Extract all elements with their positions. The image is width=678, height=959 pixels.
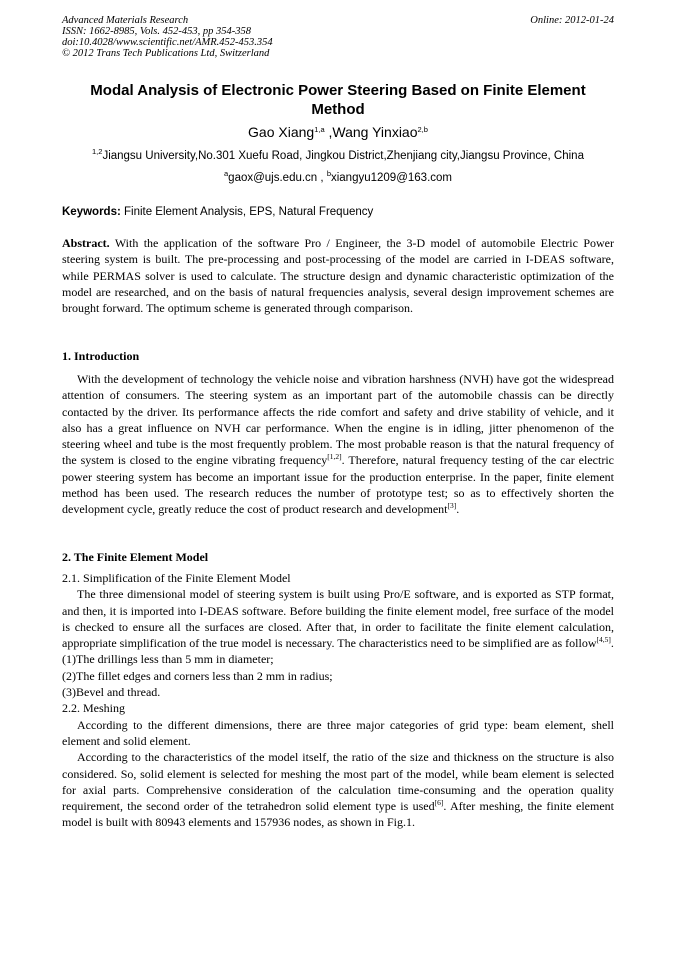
simplification-text-end: . (610, 636, 614, 651)
author-2-sup: 2,b (417, 125, 428, 134)
subsection-heading-simplification: 2.1. Simplification of the Finite Element Model (62, 571, 291, 585)
list-item: (3)Bevel and thread. (62, 685, 161, 700)
author-line (62, 124, 614, 141)
section-heading-fem: 2. The Finite Element Model (62, 550, 209, 564)
meshing-text-end: . After meshing, the finite element model is built with 80943 elements and 157936 nodes, as shown in Fig.1. (62, 799, 614, 830)
citation-4-5[interactable]: [4,5] (596, 635, 611, 645)
citation-3[interactable]: [3] (447, 501, 457, 511)
author-1-name: Gao Xiang (248, 124, 315, 140)
email-separator: , (317, 172, 327, 184)
simplification-text: The three dimensional model of steering system is built using Pro/E software, and is exported as STP format, and then, it is imported into I-DEAS software. Before building the finite element model, free surface of the model is checked to ensure all the surfaces are closed. After that, in order to facilitate the finite element calculation, appropriate simplification of the true model is necessary. The characteristics need to be simplified are as follow (62, 587, 614, 651)
intro-text-1: With the development of technology the vehicle noise and vibration harshness (NVH) have got the widespread attention of consumers. The steering system as an important part of the automobile chassis can be directly contacted by the driver. Its performance affects the ride comfort and safety and drive stability of vehicle, and it also has a great influence on NVH car performance. When the engine is in idling, jitter phenomenon of the steering wheel and tube is the most frequently problem. The most probable reason is that the natural frequency of the system is closed to the engine vibrating frequency (62, 372, 614, 468)
meshing-paragraph-2 (62, 749, 614, 830)
affiliation-text: Jiangsu University,No.301 Xuefu Road, Jingkou District,Zhenjiang city,Jiangsu Province, China (102, 150, 584, 162)
keywords (62, 205, 614, 219)
online-date: Online: 2012-01-24 (530, 15, 614, 26)
email-b-sup: b (326, 169, 331, 178)
paper-title: Modal Analysis of Electronic Power Steering Based on Finite Element Method (90, 82, 586, 118)
citation-1-2[interactable]: [1,2] (327, 452, 342, 462)
simplification-paragraph (62, 586, 614, 651)
issn-line: ISSN: 1662-8985, Vols. 452-453, pp 354-358 (62, 26, 251, 37)
author-2-name: ,Wang Yinxiao (324, 124, 418, 140)
intro-text-3: . (456, 502, 460, 517)
abstract-label: Abstract. (62, 236, 110, 250)
fem-section (62, 570, 614, 831)
email-a[interactable]: gaox@ujs.edu.cn (228, 172, 318, 184)
affiliation (62, 149, 614, 163)
affiliation-sup: 1,2 (92, 147, 103, 156)
meshing-paragraph-1: According to the different dimensions, there are three major categories of grid type: beam element, shell element and solid element. (62, 717, 614, 748)
email-a-sup: a (224, 169, 229, 178)
subsection-heading-meshing: 2.2. Meshing (62, 701, 125, 716)
citation-6[interactable]: [6] (434, 798, 444, 808)
author-1-sup: 1,a (314, 125, 325, 134)
introduction-paragraph (62, 371, 614, 518)
journal-name: Advanced Materials Research (62, 15, 189, 26)
section-heading-introduction: 1. Introduction (62, 349, 140, 363)
email-line (62, 171, 614, 185)
abstract-text: With the application of the software Pro / Engineer, the 3-D model of automobile Electric Power steering system is built. The pre-processing and post-processing of the model are carried in I-DEAS software, while PERMAS solver is used to calculate. The structure design and dynamic characteristic optimization of the model are researched, and on the basis of natural frequencies analysis, several design improvement schemes are brought forward. The optimum scheme is generated through comparison. (62, 236, 614, 316)
email-b[interactable]: xiangyu1209@163.com (330, 172, 452, 184)
intro-text-2: . Therefore, natural frequency testing of the car electric power steering system has become an important issue for the production enterprise. In the paper, finite element method has been used. The research reduces the number of prototype test; so as to effectively shorten the development cycle, greatly reduce the cost of product research and development (62, 453, 614, 517)
keywords-label: Keywords: (62, 206, 121, 218)
list-item: (1)The drillings less than 5 mm in diameter; (62, 652, 274, 667)
keywords-text: Finite Element Analysis, EPS, Natural Frequency (120, 206, 374, 218)
copyright-line: © 2012 Trans Tech Publications Ltd, Switzerland (62, 48, 270, 59)
meshing-text: According to the characteristics of the model itself, the ratio of the size and thickness on the structure is also considered. So, solid element is selected for meshing the most part of the model, while beam element is selected for axial parts. Comprehensive consideration of the calculation time-consuming and the operation quality requirement, the second order of the tetrahedron solid element type is used (62, 750, 614, 814)
journal-header (62, 15, 614, 59)
abstract (62, 235, 614, 316)
list-item: (2)The fillet edges and corners less than 2 mm in radius; (62, 668, 333, 683)
doi-line[interactable]: doi:10.4028/www.scientific.net/AMR.452-453.354 (62, 37, 273, 48)
